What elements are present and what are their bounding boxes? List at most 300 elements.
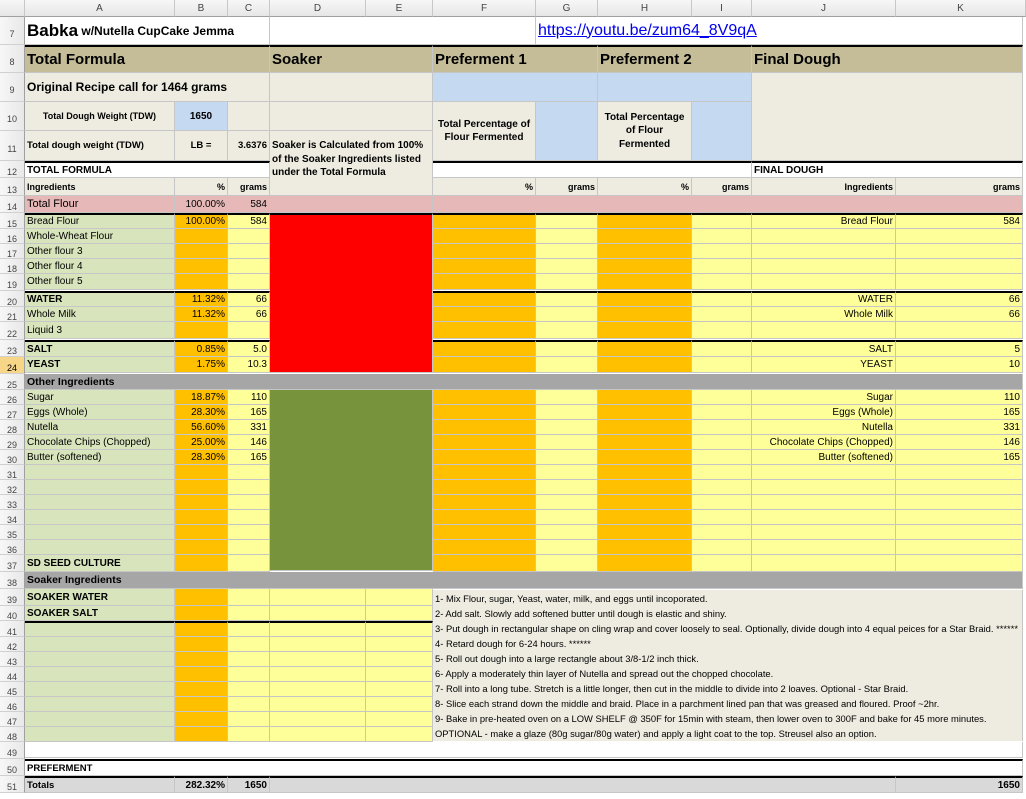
row-header[interactable]: 34: [0, 510, 25, 525]
other-ingredient-pct[interactable]: 56.60%: [175, 420, 228, 435]
ingredient-name[interactable]: Liquid 3: [25, 322, 175, 339]
column-header-b[interactable]: B: [175, 0, 228, 17]
row-header[interactable]: 24: [0, 357, 25, 374]
ingredient-name[interactable]: Whole-Wheat Flour: [25, 229, 175, 244]
soaker-d-cell[interactable]: [270, 727, 366, 742]
final-other-name[interactable]: Eggs (Whole): [752, 405, 896, 420]
row-header[interactable]: 36: [0, 540, 25, 555]
row-header[interactable]: 10: [0, 102, 25, 131]
row-header[interactable]: 46: [0, 697, 25, 712]
final-other-name[interactable]: [752, 480, 896, 495]
final-ingredient-name[interactable]: Bread Flour: [752, 213, 896, 229]
preferment2-grams-cell[interactable]: [692, 525, 752, 540]
recipe-title[interactable]: [25, 17, 270, 45]
ingredient-pct[interactable]: [175, 259, 228, 274]
preferment1-pct-cell[interactable]: [433, 390, 536, 405]
final-other-grams[interactable]: 146: [896, 435, 1023, 450]
soaker-e-cell[interactable]: [366, 697, 433, 712]
final-other-grams[interactable]: [896, 540, 1023, 555]
column-header-j[interactable]: J: [752, 0, 896, 17]
ingredient-grams[interactable]: 66: [228, 307, 270, 322]
column-header-h[interactable]: H: [598, 0, 692, 17]
preferment2-pct-cell[interactable]: [598, 435, 692, 450]
final-other-grams[interactable]: [896, 495, 1023, 510]
preferment2-pct-cell[interactable]: [598, 244, 692, 259]
final-other-grams[interactable]: 165: [896, 405, 1023, 420]
final-other-grams[interactable]: [896, 480, 1023, 495]
final-ingredient-grams[interactable]: [896, 274, 1023, 290]
row-header[interactable]: 40: [0, 606, 25, 621]
row-header[interactable]: 51: [0, 776, 25, 793]
ingredient-grams[interactable]: 66: [228, 291, 270, 307]
p1-col-grams[interactable]: grams: [536, 178, 598, 196]
ingredient-name[interactable]: WATER: [25, 291, 175, 307]
ingredient-grams[interactable]: 5.0: [228, 340, 270, 357]
tdw-value[interactable]: 1650: [175, 102, 228, 131]
soaker-pct-cell[interactable]: [175, 652, 228, 667]
cell-f14[interactable]: [433, 196, 536, 213]
preferment1-grams-cell[interactable]: [536, 340, 598, 357]
other-ingredient-name[interactable]: Eggs (Whole): [25, 405, 175, 420]
soaker-grams-cell[interactable]: [228, 652, 270, 667]
column-header-e[interactable]: E: [366, 0, 433, 17]
other-ingredient-name[interactable]: Sugar: [25, 390, 175, 405]
preferment1-grams-cell[interactable]: [536, 274, 598, 290]
soaker-grams-cell[interactable]: [228, 697, 270, 712]
final-other-name[interactable]: Sugar: [752, 390, 896, 405]
other-ingredient-name[interactable]: Chocolate Chips (Chopped): [25, 435, 175, 450]
soaker-ingredients-header[interactable]: Soaker Ingredients: [25, 572, 1023, 589]
preferment1-grams-cell[interactable]: [536, 213, 598, 229]
header-total-formula[interactable]: Total Formula: [25, 45, 270, 73]
other-ingredient-grams[interactable]: [228, 540, 270, 555]
row-header[interactable]: 22: [0, 322, 25, 340]
soaker-grams-cell[interactable]: [228, 712, 270, 727]
ingredient-name[interactable]: YEAST: [25, 357, 175, 373]
other-ingredient-grams[interactable]: [228, 465, 270, 480]
soaker-grams-cell[interactable]: [228, 606, 270, 621]
preferment1-grams-cell[interactable]: [536, 435, 598, 450]
final-other-name[interactable]: Nutella: [752, 420, 896, 435]
column-header-k[interactable]: K: [896, 0, 1026, 17]
final-ingredient-name[interactable]: Whole Milk: [752, 307, 896, 322]
preferment2-pct-cell[interactable]: [598, 510, 692, 525]
total-flour-pct[interactable]: 100.00%: [175, 196, 228, 213]
preferment1-grams-cell[interactable]: [536, 229, 598, 244]
header-soaker[interactable]: Soaker: [270, 45, 433, 73]
row-header[interactable]: 28: [0, 420, 25, 435]
ingredient-pct[interactable]: 100.00%: [175, 213, 228, 229]
soaker-d-cell[interactable]: [270, 712, 366, 727]
row-header[interactable]: 35: [0, 525, 25, 540]
row-header[interactable]: 42: [0, 637, 25, 652]
preferment1-pct-cell[interactable]: [433, 450, 536, 465]
preferment1-pct-cell[interactable]: [433, 555, 536, 572]
soaker-grams-cell[interactable]: [228, 637, 270, 652]
final-other-name[interactable]: [752, 525, 896, 540]
final-ingredient-name[interactable]: YEAST: [752, 357, 896, 373]
soaker-pct-cell[interactable]: [175, 637, 228, 652]
soaker-ingredient-name[interactable]: [25, 667, 175, 682]
row-header[interactable]: 18: [0, 259, 25, 274]
preferment1-pct-cell[interactable]: [433, 229, 536, 244]
preferment2-grams-cell[interactable]: [692, 307, 752, 322]
preferment1-grams-cell[interactable]: [536, 555, 598, 572]
preferment2-pct-cell[interactable]: [598, 213, 692, 229]
preferment2-grams-cell[interactable]: [692, 540, 752, 555]
tdw-label[interactable]: Total Dough Weight (TDW): [25, 102, 175, 131]
preferment1-pct-cell[interactable]: [433, 465, 536, 480]
preferment1-pct-input[interactable]: [536, 102, 598, 161]
other-ingredient-grams[interactable]: [228, 480, 270, 495]
other-ingredient-grams[interactable]: [228, 495, 270, 510]
other-ingredient-pct[interactable]: [175, 555, 228, 572]
final-ingredient-grams[interactable]: 66: [896, 307, 1023, 322]
soaker-ingredient-name[interactable]: [25, 712, 175, 727]
other-ingredient-name[interactable]: [25, 480, 175, 495]
final-ingredient-name[interactable]: [752, 274, 896, 290]
final-other-grams[interactable]: 110: [896, 390, 1023, 405]
col-label-pct[interactable]: %: [175, 178, 228, 196]
preferment1-grams-cell[interactable]: [536, 322, 598, 339]
row-header[interactable]: 44: [0, 667, 25, 682]
final-ingredient-grams[interactable]: 66: [896, 291, 1023, 307]
preferment2-pct-cell[interactable]: [598, 480, 692, 495]
other-ingredient-pct[interactable]: [175, 465, 228, 480]
ingredient-grams[interactable]: [228, 259, 270, 274]
preferment2-pct-cell[interactable]: [598, 525, 692, 540]
cell-k14[interactable]: [896, 196, 1023, 213]
column-header-d[interactable]: D: [270, 0, 366, 17]
preferment1-pct-cell[interactable]: [433, 307, 536, 322]
soaker-d-cell[interactable]: [270, 637, 366, 652]
soaker-pct-cell[interactable]: [175, 682, 228, 697]
other-ingredient-name[interactable]: Nutella: [25, 420, 175, 435]
preferment1-pct-cell[interactable]: [433, 291, 536, 307]
preferment2-grams-cell[interactable]: [692, 259, 752, 274]
p1-col-pct[interactable]: %: [433, 178, 536, 196]
final-ingredient-name[interactable]: SALT: [752, 340, 896, 357]
row-header[interactable]: 37: [0, 555, 25, 572]
other-ingredient-grams[interactable]: [228, 555, 270, 572]
preferment2-pct-cell[interactable]: [598, 405, 692, 420]
soaker-d-cell[interactable]: [270, 621, 366, 637]
preferment2-grams-cell[interactable]: [692, 213, 752, 229]
preferment2-pct-cell[interactable]: [598, 357, 692, 373]
preferment1-grams-cell[interactable]: [536, 291, 598, 307]
preferment2-grams-cell[interactable]: [692, 450, 752, 465]
ingredient-pct[interactable]: [175, 322, 228, 339]
soaker-ingredient-name[interactable]: [25, 727, 175, 742]
cell-f12[interactable]: [433, 161, 752, 178]
p2-col-pct[interactable]: %: [598, 178, 692, 196]
row-header[interactable]: 43: [0, 652, 25, 667]
preferment1-grams-cell[interactable]: [536, 540, 598, 555]
final-ingredient-grams[interactable]: [896, 244, 1023, 259]
row-header[interactable]: 17: [0, 244, 25, 259]
row-header[interactable]: 27: [0, 405, 25, 420]
ingredient-pct[interactable]: [175, 244, 228, 259]
other-ingredient-pct[interactable]: [175, 525, 228, 540]
row-header[interactable]: 29: [0, 435, 25, 450]
lb-label[interactable]: LB =: [175, 131, 228, 161]
preferment2-grams-cell[interactable]: [692, 291, 752, 307]
row-header[interactable]: 47: [0, 712, 25, 727]
soaker-note[interactable]: Soaker is Calculated from 100% of the Soaker Ingredients listed under the Total Formula: [270, 131, 433, 196]
row-header[interactable]: 50: [0, 759, 25, 776]
final-ingredient-name[interactable]: [752, 229, 896, 244]
soaker-e-cell[interactable]: [366, 712, 433, 727]
row-header[interactable]: 11: [0, 131, 25, 161]
final-other-name[interactable]: [752, 555, 896, 572]
preferment2-grams-cell[interactable]: [692, 229, 752, 244]
soaker-e-cell[interactable]: [366, 652, 433, 667]
row-header[interactable]: 32: [0, 480, 25, 495]
preferment2-pct-cell[interactable]: [598, 390, 692, 405]
preferment1-grams-cell[interactable]: [536, 307, 598, 322]
other-ingredient-pct[interactable]: [175, 495, 228, 510]
preferment1-grams-cell[interactable]: [536, 259, 598, 274]
preferment1-grams-cell[interactable]: [536, 465, 598, 480]
other-ingredient-grams[interactable]: 146: [228, 435, 270, 450]
soaker-e-cell[interactable]: [366, 606, 433, 621]
totals-grams[interactable]: 1650: [228, 776, 270, 793]
preferment2-pct-cell[interactable]: [598, 465, 692, 480]
soaker-d-cell[interactable]: [270, 652, 366, 667]
preferment1-pct-cell[interactable]: [433, 244, 536, 259]
other-ingredient-name[interactable]: [25, 465, 175, 480]
fd-col-grams[interactable]: grams: [896, 178, 1023, 196]
preferment1-pct-cell[interactable]: [433, 480, 536, 495]
preferment2-grams-cell[interactable]: [692, 465, 752, 480]
header-preferment-2[interactable]: Preferment 2: [598, 45, 752, 73]
other-ingredient-pct[interactable]: 25.00%: [175, 435, 228, 450]
soaker-ingredient-name[interactable]: [25, 621, 175, 637]
cell-d9[interactable]: [270, 73, 433, 102]
final-other-name[interactable]: [752, 510, 896, 525]
preferment2-grams-cell[interactable]: [692, 244, 752, 259]
row-header[interactable]: 30: [0, 450, 25, 465]
ingredient-grams[interactable]: 10.3: [228, 357, 270, 373]
final-other-name[interactable]: Chocolate Chips (Chopped): [752, 435, 896, 450]
totals-final-grams[interactable]: 1650: [896, 776, 1023, 793]
preferment2-pct-cell[interactable]: [598, 420, 692, 435]
final-ingredient-grams[interactable]: 584: [896, 213, 1023, 229]
row-header[interactable]: 20: [0, 291, 25, 307]
ingredient-pct[interactable]: 11.32%: [175, 307, 228, 322]
fd-col-ingredients[interactable]: Ingredients: [752, 178, 896, 196]
preferment1-pct-cell[interactable]: [433, 357, 536, 373]
preferment2-grams-cell[interactable]: [692, 390, 752, 405]
soaker-ingredient-name[interactable]: [25, 682, 175, 697]
soaker-e-cell[interactable]: [366, 682, 433, 697]
cell-g14[interactable]: [536, 196, 598, 213]
soaker-ingredient-name[interactable]: [25, 637, 175, 652]
preferment2-pct-input[interactable]: [692, 102, 752, 161]
select-all-corner[interactable]: [0, 0, 25, 17]
ingredient-name[interactable]: Other flour 5: [25, 274, 175, 290]
row-header[interactable]: 49: [0, 742, 25, 759]
final-other-grams[interactable]: [896, 465, 1023, 480]
column-header-a[interactable]: A: [25, 0, 175, 17]
col-label-ingredients[interactable]: Ingredients: [25, 178, 175, 196]
soaker-block-main[interactable]: [270, 213, 433, 373]
other-ingredient-name[interactable]: [25, 495, 175, 510]
cell-i14[interactable]: [692, 196, 752, 213]
soaker-grams-cell[interactable]: [228, 667, 270, 682]
other-ingredient-grams[interactable]: 110: [228, 390, 270, 405]
preferment2-pct-cell[interactable]: [598, 291, 692, 307]
lb-value[interactable]: 3.6376: [228, 131, 270, 161]
cell-h14[interactable]: [598, 196, 692, 213]
soaker-grams-cell[interactable]: [228, 621, 270, 637]
row-header[interactable]: 8: [0, 45, 25, 73]
final-other-grams[interactable]: [896, 525, 1023, 540]
cell-d10[interactable]: [270, 102, 433, 131]
row-header[interactable]: 41: [0, 621, 25, 637]
preferment2-grams-cell[interactable]: [692, 405, 752, 420]
soaker-e-cell[interactable]: [366, 621, 433, 637]
soaker-pct-cell[interactable]: [175, 712, 228, 727]
soaker-pct-cell[interactable]: [175, 621, 228, 637]
preferment2-grams-cell[interactable]: [692, 435, 752, 450]
final-other-name[interactable]: Butter (softened): [752, 450, 896, 465]
ingredient-grams[interactable]: [228, 322, 270, 339]
preferment2-pct-cell[interactable]: [598, 540, 692, 555]
row-header[interactable]: 19: [0, 274, 25, 291]
ingredient-pct[interactable]: 1.75%: [175, 357, 228, 373]
cell-d7[interactable]: [270, 17, 536, 45]
row-header[interactable]: 16: [0, 229, 25, 244]
tdw-lb-label[interactable]: Total dough weight (TDW): [25, 131, 175, 161]
final-ingredient-name[interactable]: WATER: [752, 291, 896, 307]
final-ingredient-grams[interactable]: [896, 322, 1023, 339]
other-ingredient-pct[interactable]: [175, 480, 228, 495]
totals-pct[interactable]: 282.32%: [175, 776, 228, 793]
ingredient-name[interactable]: Whole Milk: [25, 307, 175, 322]
row-header[interactable]: 48: [0, 727, 25, 742]
row-header[interactable]: 23: [0, 340, 25, 357]
row-header[interactable]: 33: [0, 495, 25, 510]
column-header-f[interactable]: F: [433, 0, 536, 17]
other-ingredient-grams[interactable]: [228, 525, 270, 540]
row-header[interactable]: 12: [0, 161, 25, 178]
preferment2-grams-cell[interactable]: [692, 510, 752, 525]
other-ingredient-grams[interactable]: 331: [228, 420, 270, 435]
soaker-pct-cell[interactable]: [175, 697, 228, 712]
header-final-dough[interactable]: Final Dough: [752, 45, 1023, 73]
final-ingredient-grams[interactable]: [896, 259, 1023, 274]
preferment1-pct-cell[interactable]: [433, 510, 536, 525]
ingredient-name[interactable]: Other flour 3: [25, 244, 175, 259]
other-ingredient-grams[interactable]: 165: [228, 450, 270, 465]
total-formula-caps[interactable]: TOTAL FORMULA: [25, 161, 270, 178]
final-other-grams[interactable]: [896, 510, 1023, 525]
final-ingredient-name[interactable]: [752, 322, 896, 339]
final-other-grams[interactable]: 331: [896, 420, 1023, 435]
preferment2-grams-cell[interactable]: [692, 555, 752, 572]
soaker-ingredient-name[interactable]: [25, 697, 175, 712]
instructions-block[interactable]: [433, 590, 1023, 741]
preferment2-pct-cell[interactable]: [598, 555, 692, 572]
preferment1-pct-cell[interactable]: [433, 274, 536, 290]
preferment1-grams-cell[interactable]: [536, 405, 598, 420]
preferment1-pct-cell[interactable]: [433, 259, 536, 274]
preferment1-grams-cell[interactable]: [536, 480, 598, 495]
soaker-d-cell[interactable]: [270, 667, 366, 682]
soaker-e-cell[interactable]: [366, 637, 433, 652]
ingredient-grams[interactable]: [228, 229, 270, 244]
video-link-cell[interactable]: [536, 17, 1023, 45]
soaker-e-cell[interactable]: [366, 667, 433, 682]
preferment2-pct-label[interactable]: Total Percentage of Flour Fermented: [598, 102, 692, 161]
cell-c10[interactable]: [228, 102, 270, 131]
preferment2-pct-cell[interactable]: [598, 340, 692, 357]
other-ingredient-name[interactable]: Butter (softened): [25, 450, 175, 465]
row-49[interactable]: [25, 742, 1023, 758]
column-header-i[interactable]: I: [692, 0, 752, 17]
preferment2-grams-cell[interactable]: [692, 480, 752, 495]
soaker-ingredient-name[interactable]: SOAKER SALT: [25, 606, 175, 621]
column-header-g[interactable]: G: [536, 0, 598, 17]
final-ingredient-name[interactable]: [752, 244, 896, 259]
soaker-block-other[interactable]: [270, 390, 433, 571]
other-ingredient-pct[interactable]: [175, 510, 228, 525]
preferment1-grams-cell[interactable]: [536, 495, 598, 510]
header-preferment-1[interactable]: Preferment 1: [433, 45, 598, 73]
final-ingredient-name[interactable]: [752, 259, 896, 274]
preferment2-pct-cell[interactable]: [598, 307, 692, 322]
final-ingredient-grams[interactable]: 5: [896, 340, 1023, 357]
preferment1-grams-cell[interactable]: [536, 450, 598, 465]
preferment1-grams-cell[interactable]: [536, 357, 598, 373]
soaker-d-cell[interactable]: [270, 697, 366, 712]
ingredient-grams[interactable]: [228, 274, 270, 290]
ingredient-name[interactable]: Other flour 4: [25, 259, 175, 274]
cell-f9[interactable]: [433, 73, 598, 102]
preferment2-grams-cell[interactable]: [692, 357, 752, 373]
preferment1-pct-cell[interactable]: [433, 435, 536, 450]
final-other-name[interactable]: [752, 495, 896, 510]
other-ingredient-pct[interactable]: 28.30%: [175, 450, 228, 465]
soaker-ingredient-name[interactable]: SOAKER WATER: [25, 589, 175, 606]
row-header[interactable]: 26: [0, 390, 25, 405]
other-ingredient-pct[interactable]: [175, 540, 228, 555]
preferment2-grams-cell[interactable]: [692, 322, 752, 339]
ingredient-pct[interactable]: 0.85%: [175, 340, 228, 357]
column-header-c[interactable]: C: [228, 0, 270, 17]
preferment2-pct-cell[interactable]: [598, 259, 692, 274]
other-ingredient-name[interactable]: [25, 525, 175, 540]
ingredient-pct[interactable]: 11.32%: [175, 291, 228, 307]
preferment2-grams-cell[interactable]: [692, 274, 752, 290]
ingredient-name[interactable]: Bread Flour: [25, 213, 175, 229]
cell-h9[interactable]: [598, 73, 752, 102]
row-header[interactable]: 21: [0, 307, 25, 322]
row-header[interactable]: 38: [0, 572, 25, 589]
ingredient-grams[interactable]: 584: [228, 213, 270, 229]
preferment1-pct-cell[interactable]: [433, 525, 536, 540]
final-other-grams[interactable]: 165: [896, 450, 1023, 465]
other-ingredient-pct[interactable]: 18.87%: [175, 390, 228, 405]
soaker-e-cell[interactable]: [366, 589, 433, 606]
soaker-pct-cell[interactable]: [175, 727, 228, 742]
final-dough-header-block[interactable]: [752, 73, 1023, 161]
final-other-name[interactable]: [752, 540, 896, 555]
preferment2-pct-cell[interactable]: [598, 322, 692, 339]
original-recipe-note[interactable]: Original Recipe call for 1464 grams: [25, 73, 270, 102]
preferment2-grams-cell[interactable]: [692, 340, 752, 357]
